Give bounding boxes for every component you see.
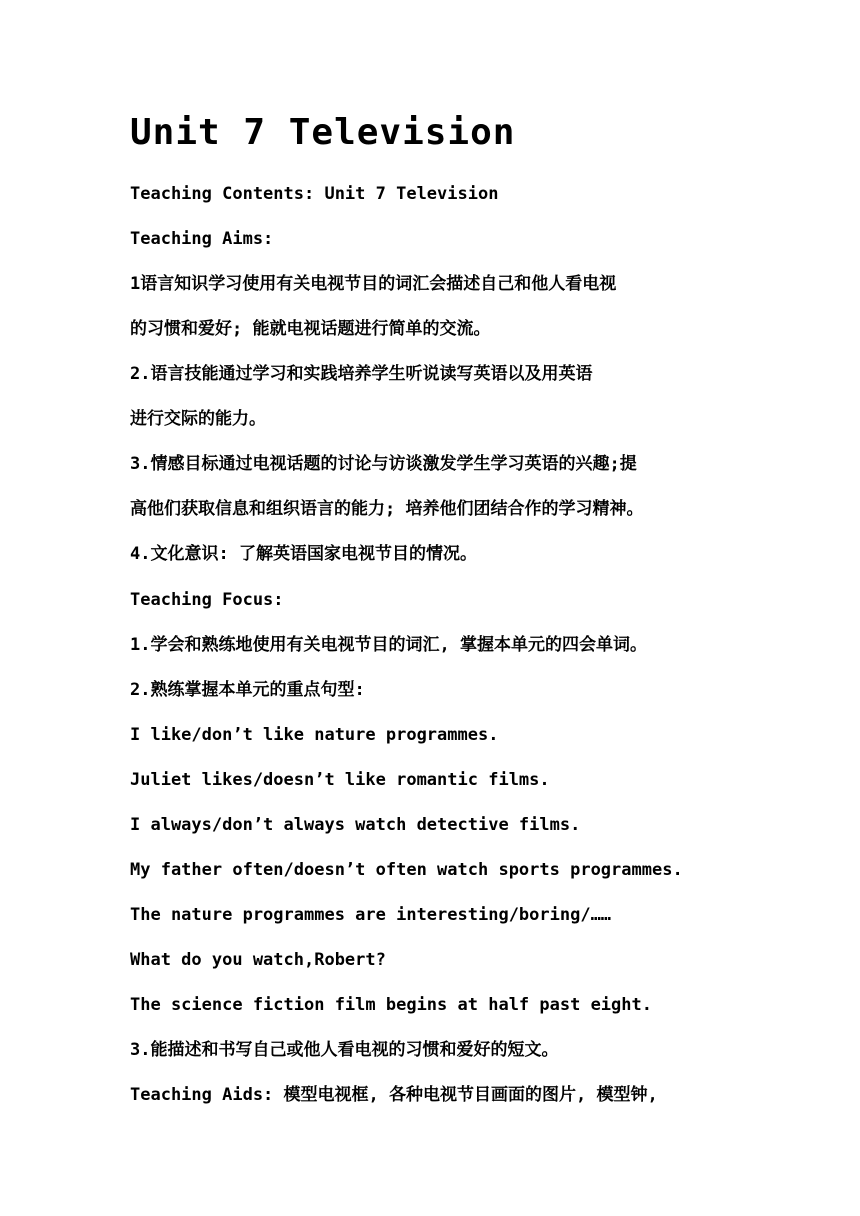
text-line: 2.语言技能通过学习和实践培养学生听说读写英语以及用英语 [130,364,593,384]
text-line: 2.熟练掌握本单元的重点句型: [130,680,365,700]
text-line: I like/don’t like nature programmes. [130,725,499,745]
text-line: Teaching Contents: Unit 7 Television [130,184,499,204]
text-line: 进行交际的能力。 [130,409,266,429]
text-line: Juliet likes/doesn’t like romantic films. [130,770,550,790]
text-line: The science fiction film begins at half past eight. [130,995,652,1015]
text-line: 3.情感目标通过电视话题的讨论与访谈激发学生学习英语的兴趣;提 [130,454,637,474]
text-line: What do you watch,Robert? [130,950,386,970]
text-line: 3.能描述和书写自己或他人看电视的习惯和爱好的短文。 [130,1040,559,1060]
text-line: 4.文化意识: 了解英语国家电视节目的情况。 [130,544,477,564]
text-line: 的习惯和爱好; 能就电视话题进行简单的交流。 [130,319,491,339]
document-title: Unit 7 Television [130,112,516,153]
text-line: The nature programmes are interesting/boring/…… [130,905,612,925]
text-line: Teaching Aims: [130,229,274,249]
text-line: 1语言知识学习使用有关电视节目的词汇会描述自己和他人看电视 [130,274,617,294]
text-line: My father often/doesn’t often watch sports programmes. [130,860,683,880]
text-line: Teaching Focus: [130,590,284,610]
text-line: 高他们获取信息和组织语言的能力; 培养他们团结合作的学习精神。 [130,499,644,519]
text-line: 1.学会和熟练地使用有关电视节目的词汇, 掌握本单元的四会单词。 [130,635,647,655]
text-line: I always/don’t always watch detective films. [130,815,581,835]
text-line: Teaching Aids: 模型电视框, 各种电视节目画面的图片, 模型钟, [130,1085,658,1105]
